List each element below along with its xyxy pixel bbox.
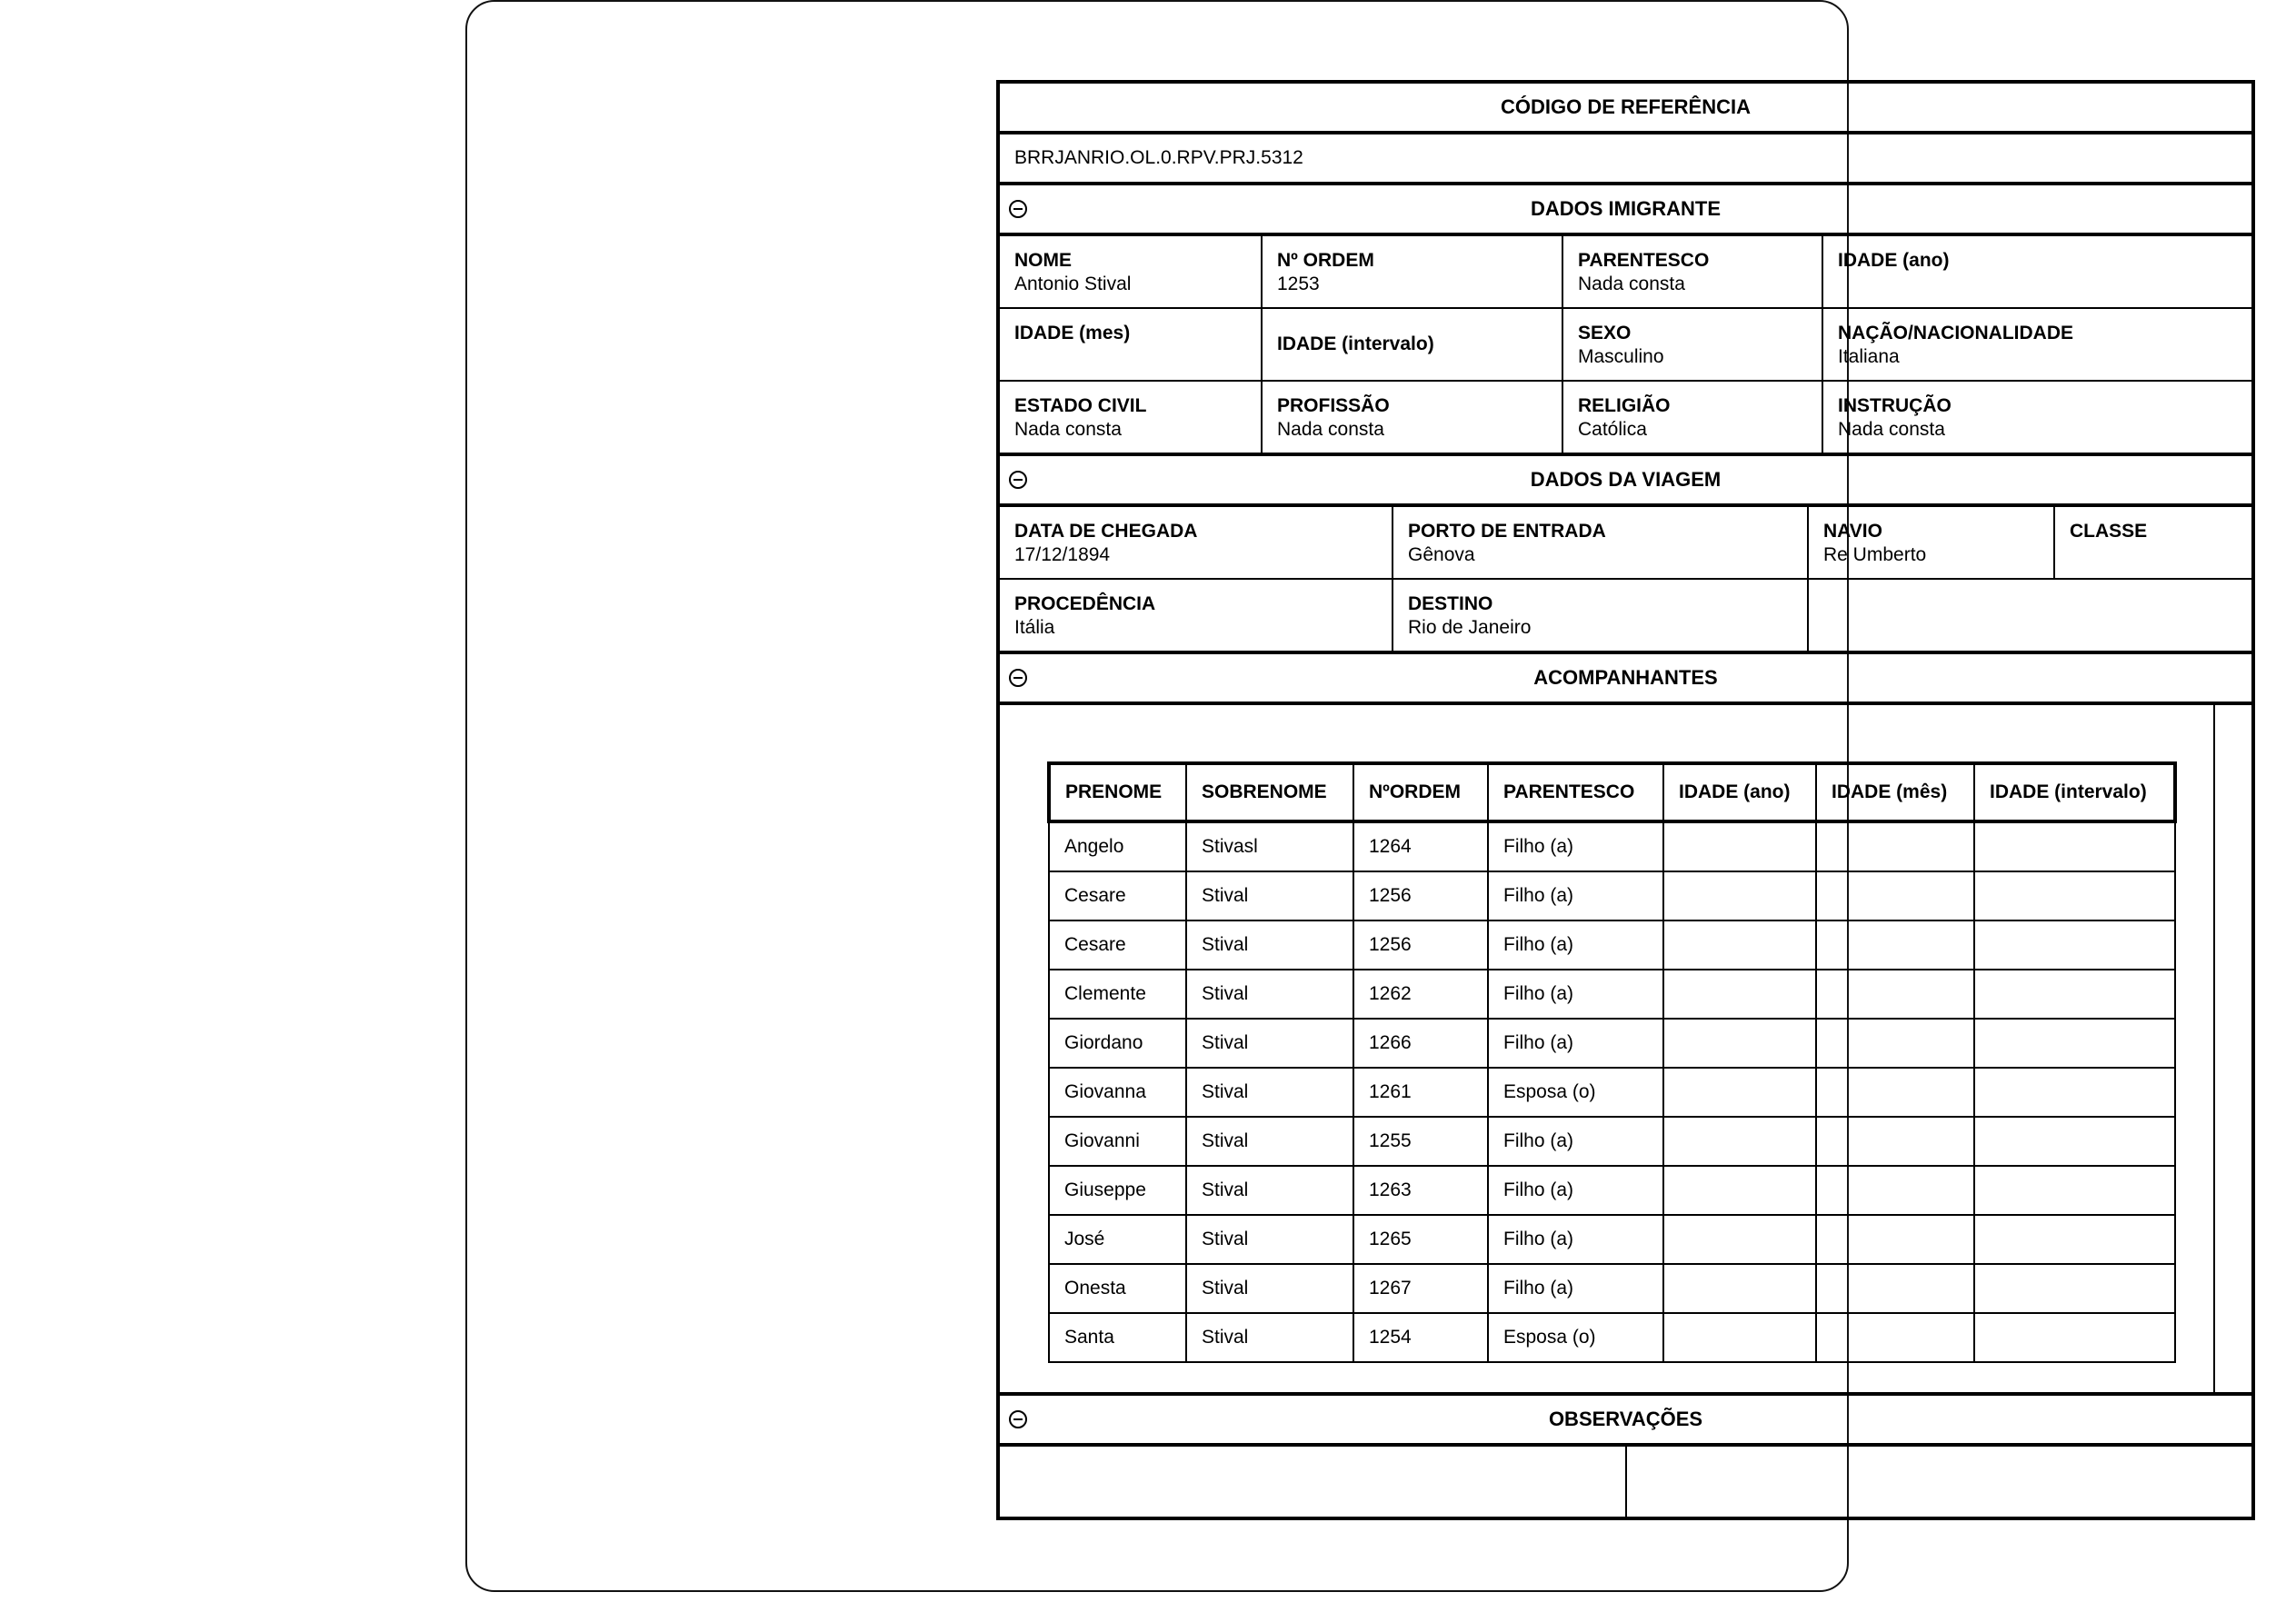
cell-first-name: Onesta [1049, 1264, 1186, 1313]
cell-age-interval [1974, 920, 2175, 970]
cell-surname: Stival [1186, 1264, 1353, 1313]
cell-kinship: Filho (a) [1488, 1264, 1663, 1313]
cell-first-name: Giuseppe [1049, 1166, 1186, 1215]
cell-age-month [1816, 920, 1974, 970]
cell-age-month [1816, 1068, 1974, 1117]
field-profession: PROFISSÃO Nada consta [1263, 382, 1563, 453]
col-surname: SOBRENOME [1186, 763, 1353, 821]
field-age-year: IDADE (ano) [1838, 250, 1950, 271]
cell-age-month [1816, 1166, 1974, 1215]
cell-age-year [1663, 1313, 1816, 1362]
cell-age-month [1816, 821, 1974, 871]
col-age-year: IDADE (ano) [1663, 763, 1816, 821]
field-name: NOME Antonio Stival [1000, 236, 1263, 307]
cell-first-name: Angelo [1049, 821, 1186, 871]
cell-kinship: Filho (a) [1488, 920, 1663, 970]
field-education: INSTRUÇÃO Nada consta [1838, 395, 1952, 440]
cell-order: 1256 [1353, 920, 1488, 970]
cell-first-name: Giordano [1049, 1019, 1186, 1068]
cell-surname: Stival [1186, 871, 1353, 920]
cell-age-year [1663, 821, 1816, 871]
trip-row-1 [1000, 507, 2251, 580]
cell-surname: Stival [1186, 920, 1353, 970]
table-row [1049, 1068, 2175, 1117]
table-row [1049, 1215, 2175, 1264]
field-arrival-date: DATA DE CHEGADA 17/12/1894 [1000, 507, 1393, 578]
field-religion: RELIGIÃO Católica [1563, 382, 1823, 453]
cell-surname: Stival [1186, 1215, 1353, 1264]
cell-age-interval [1974, 1019, 2175, 1068]
cell-order: 1265 [1353, 1215, 1488, 1264]
cell-first-name: Giovanna [1049, 1068, 1186, 1117]
reference-header [1000, 84, 2251, 134]
field-age-interval: IDADE (intervalo) [1263, 309, 1563, 380]
cell-surname: Stival [1186, 1313, 1353, 1362]
cell-age-interval [1974, 1215, 2175, 1264]
immigrant-row-3 [1000, 382, 2251, 456]
cell-order: 1254 [1353, 1313, 1488, 1362]
cell-surname: Stival [1186, 1166, 1353, 1215]
cell-age-interval [1974, 970, 2175, 1019]
cell-kinship: Filho (a) [1488, 970, 1663, 1019]
cell-order: 1266 [1353, 1019, 1488, 1068]
cell-order: 1261 [1353, 1068, 1488, 1117]
cell-age-year [1663, 1068, 1816, 1117]
immigrant-row-2 [1000, 309, 2251, 382]
reference-code-row [1000, 134, 2251, 185]
collapse-icon[interactable] [1009, 471, 1027, 489]
cell-age-year [1663, 920, 1816, 970]
observations-cell-left [1000, 1447, 1627, 1517]
collapse-icon[interactable] [1009, 1410, 1027, 1428]
immigrant-row-1 [1000, 236, 2251, 309]
col-age-interval: IDADE (intervalo) [1974, 763, 2175, 821]
cell-order: 1264 [1353, 821, 1488, 871]
cell-age-interval [1974, 821, 2175, 871]
cell-age-month [1816, 1215, 1974, 1264]
companions-section-header[interactable] [1000, 654, 2251, 705]
field-ship: NAVIO Re Umberto [1809, 507, 2055, 578]
field-order: Nº ORDEM 1253 [1263, 236, 1563, 307]
companions-header-row [1049, 763, 2175, 821]
cell-order: 1263 [1353, 1166, 1488, 1215]
cell-age-interval [1974, 871, 2175, 920]
cell-first-name: Cesare [1049, 920, 1186, 970]
table-row [1049, 1264, 2175, 1313]
collapse-icon[interactable] [1009, 669, 1027, 687]
table-row [1049, 970, 2175, 1019]
field-origin: PROCEDÊNCIA Itália [1000, 580, 1393, 651]
field-empty [1809, 580, 2251, 651]
immigrant-section-header[interactable] [1000, 185, 2251, 236]
cell-kinship: Esposa (o) [1488, 1313, 1663, 1362]
col-kinship: PARENTESCO [1488, 763, 1663, 821]
cell-kinship: Filho (a) [1488, 871, 1663, 920]
cell-age-year [1663, 1264, 1816, 1313]
cell-age-interval [1974, 1264, 2175, 1313]
cell-age-interval [1974, 1313, 2175, 1362]
cell-kinship: Filho (a) [1488, 821, 1663, 871]
col-age-month: IDADE (mês) [1816, 763, 1974, 821]
trip-row-2 [1000, 580, 2251, 654]
cell-first-name: Giovanni [1049, 1117, 1186, 1166]
cell-kinship: Filho (a) [1488, 1215, 1663, 1264]
observations-cell-right [1627, 1447, 2251, 1517]
table-row [1049, 1019, 2175, 1068]
field-kinship: PARENTESCO Nada consta [1563, 236, 1823, 307]
reference-code: BRRJANRIO.OL.0.RPV.PRJ.5312 [1014, 147, 1303, 168]
observations-section-title: OBSERVAÇÕES [1548, 1408, 1703, 1430]
field-sex: SEXO Masculino [1563, 309, 1823, 380]
record-form [996, 80, 2255, 1520]
cell-kinship: Filho (a) [1488, 1019, 1663, 1068]
observations-section-header[interactable] [1000, 1396, 2251, 1447]
cell-age-year [1663, 1215, 1816, 1264]
table-row [1049, 871, 2175, 920]
cell-age-interval [1974, 1117, 2175, 1166]
col-order: NºORDEM [1353, 763, 1488, 821]
cell-order: 1255 [1353, 1117, 1488, 1166]
cell-age-interval [1974, 1166, 2175, 1215]
immigrant-section-title: DADOS IMIGRANTE [1531, 197, 1721, 220]
table-row [1049, 1166, 2175, 1215]
cell-kinship: Filho (a) [1488, 1166, 1663, 1215]
cell-kinship: Esposa (o) [1488, 1068, 1663, 1117]
cell-first-name: José [1049, 1215, 1186, 1264]
observations-row [1000, 1447, 2251, 1517]
cell-age-month [1816, 1019, 1974, 1068]
col-first-name: PRENOME [1049, 763, 1186, 821]
table-row [1049, 920, 2175, 970]
cell-age-year [1663, 1117, 1816, 1166]
trip-section-title: DADOS DA VIAGEM [1530, 468, 1722, 491]
cell-age-month [1816, 871, 1974, 920]
cell-first-name: Santa [1049, 1313, 1186, 1362]
cell-first-name: Cesare [1049, 871, 1186, 920]
field-class: CLASSE [2070, 521, 2148, 542]
cell-order: 1256 [1353, 871, 1488, 920]
cell-age-year [1663, 1019, 1816, 1068]
cell-first-name: Clemente [1049, 970, 1186, 1019]
cell-age-month [1816, 1117, 1974, 1166]
cell-surname: Stivasl [1186, 821, 1353, 871]
field-nationality: NAÇÃO/NACIONALIDADE Italiana [1838, 323, 2073, 367]
cell-age-year [1663, 1166, 1816, 1215]
field-entry-port: PORTO DE ENTRADA Gênova [1393, 507, 1809, 578]
cell-age-interval [1974, 1068, 2175, 1117]
table-row [1049, 1117, 2175, 1166]
cell-surname: Stival [1186, 1019, 1353, 1068]
cell-surname: Stival [1186, 970, 1353, 1019]
field-destination: DESTINO Rio de Janeiro [1393, 580, 1809, 651]
cell-age-month [1816, 970, 1974, 1019]
cell-surname: Stival [1186, 1117, 1353, 1166]
cell-surname: Stival [1186, 1068, 1353, 1117]
cell-order: 1262 [1353, 970, 1488, 1019]
cell-age-month [1816, 1313, 1974, 1362]
companions-table [1047, 761, 2177, 1363]
table-row [1049, 821, 2175, 871]
table-row [1049, 1313, 2175, 1362]
trip-section-header[interactable] [1000, 456, 2251, 507]
cell-age-year [1663, 871, 1816, 920]
collapse-icon[interactable] [1009, 200, 1027, 218]
cell-age-year [1663, 970, 1816, 1019]
device-frame [465, 0, 2148, 1592]
field-marital-status: ESTADO CIVIL Nada consta [1000, 382, 1263, 453]
field-age-month: IDADE (mes) [1000, 309, 1263, 380]
cell-kinship: Filho (a) [1488, 1117, 1663, 1166]
reference-title: CÓDIGO DE REFERÊNCIA [1500, 95, 1752, 118]
companions-section-title: ACOMPANHANTES [1533, 666, 1718, 689]
vertical-scrollbar[interactable] [2213, 705, 2251, 1392]
cell-order: 1267 [1353, 1264, 1488, 1313]
cell-age-month [1816, 1264, 1974, 1313]
